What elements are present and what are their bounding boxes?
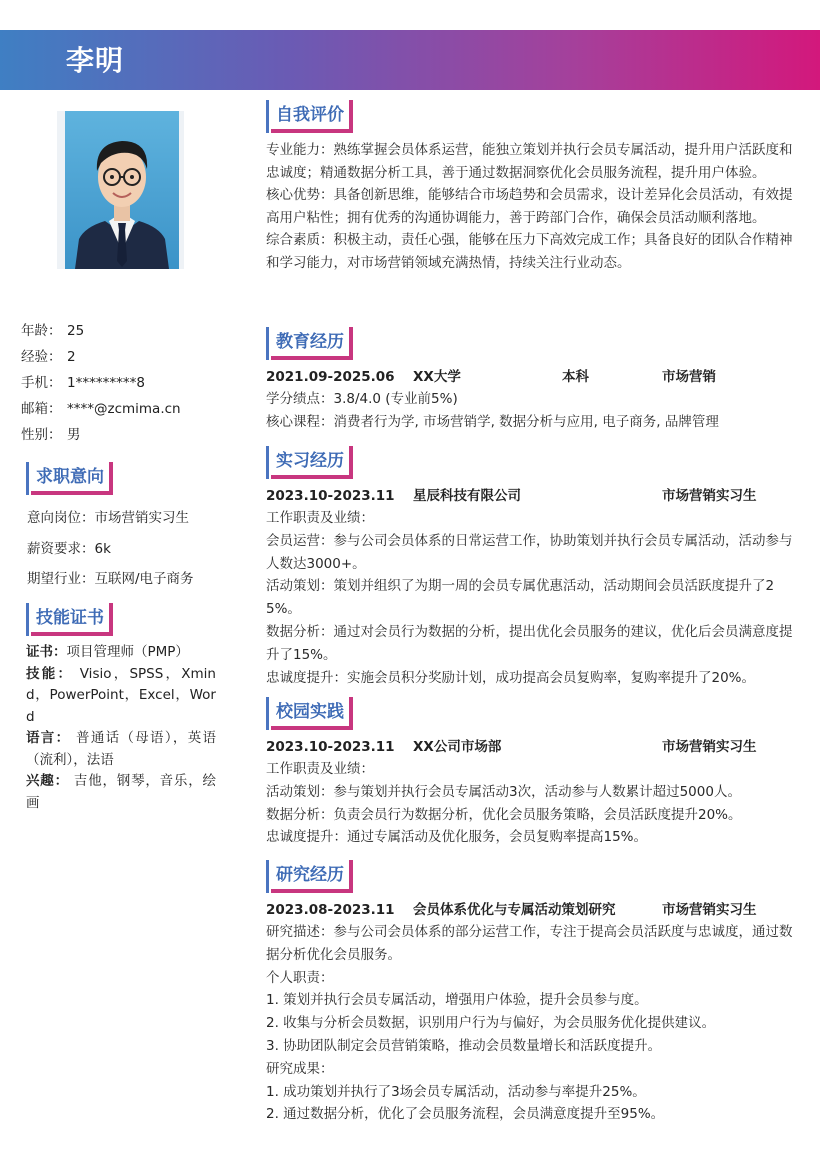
info-age: 年龄： 25: [21, 323, 85, 339]
list-item: 工作职责及业绩：: [266, 761, 374, 777]
portrait-image: [65, 111, 179, 269]
self-quality: 综合素质：积极主动，责任心强，能够在压力下高效完成工作；具备良好的团队合作精神和学习能力，对市场营销领域充满热情，持续关注行业动态。: [266, 232, 793, 271]
skills-list: [26, 642, 216, 814]
edu-date: 2021.09-2025.06: [266, 369, 395, 385]
list-item: 活动策划：参与策划并执行会员专属活动3次，活动参与人数累计超过5000人。: [266, 783, 741, 800]
intent-industry: 期望行业：互联网/电子商务: [27, 571, 194, 587]
heading-bar: [26, 462, 29, 495]
heading-bar: [266, 327, 269, 360]
intent-position: 意向岗位：市场营销实习生: [27, 510, 189, 526]
heading-bar: [266, 860, 269, 893]
profile-photo: [57, 111, 184, 269]
edu-school: XX大学: [413, 369, 461, 385]
list-item: 数据分析：负责会员行为数据分析，优化会员服务策略，会员活跃度提升20%。: [266, 806, 742, 823]
heading-bar: [26, 603, 29, 636]
heading-bar: [266, 446, 269, 479]
list-item: 研究成果：: [266, 1060, 334, 1077]
basic-info: [21, 318, 221, 448]
header-banner: [0, 30, 820, 90]
info-experience: 经验： 2: [21, 349, 76, 365]
list-item: 3. 协助团队制定会员营销策略，推动会员数量增长和活跃度提升。: [266, 1037, 662, 1054]
intern-company: 星辰科技有限公司: [413, 488, 521, 504]
skill-hobbies: 兴趣： 吉他，钢琴，音乐，绘画: [26, 773, 216, 811]
job-intent: [27, 505, 227, 597]
research: [266, 899, 796, 1126]
list-item: 工作职责及业绩：: [266, 510, 374, 526]
intern-date: 2023.10-2023.11: [266, 488, 395, 504]
edu-major: 市场营销: [662, 369, 716, 385]
campus-entry: [266, 736, 796, 758]
edu-courses: 核心课程：消费者行为学, 市场营销学, 数据分析与应用, 电子商务, 品牌管理: [266, 413, 719, 430]
list-item: 数据分析：通过对会员行为数据的分析，提出优化会员服务的建议，优化后会员满意度提升了15%。: [266, 623, 793, 663]
self-strength: 核心优势：具备创新思维，能够结合市场趋势和会员需求，设计差异化会员活动，有效提高用户粘性；拥有优秀的沟通协调能力，善于跨部门合作，确保会员活动顺利落地。: [266, 187, 793, 226]
edu-degree: 本科: [562, 369, 589, 385]
research-date: 2023.08-2023.11: [266, 902, 395, 918]
list-item: 2. 收集与分析会员数据，识别用户行为与偏好，为会员服务优化提供建议。: [266, 1015, 716, 1032]
heading-bar: [266, 697, 269, 730]
info-gender: 性别： 男: [21, 427, 81, 443]
list-item: 1. 成功策划并执行了3场会员专属活动，活动参与率提升25%。: [266, 1083, 646, 1100]
list-item: 研究描述：参与公司会员体系的部分运营工作，专注于提高会员活跃度与忠诚度，通过数据分析优化会员服务。: [266, 924, 793, 963]
list-item: 个人职责：: [266, 969, 334, 986]
internship: [266, 485, 796, 689]
heading-bar: [266, 100, 269, 133]
research-topic: 会员体系优化与专属活动策划研究: [413, 902, 616, 918]
education: [266, 366, 796, 434]
research-role: 市场营销实习生: [662, 902, 757, 918]
self-professional: 专业能力：熟练掌握会员体系运营，能独立策划并执行会员专属活动，提升用户活跃度和忠诚度；精通数据分析工具，善于通过数据洞察优化会员服务流程，提升用户体验。: [266, 142, 793, 181]
list-item: 2. 通过数据分析，优化了会员服务流程，会员满意度提升至95%。: [266, 1106, 665, 1123]
self-evaluation: [266, 139, 796, 274]
intern-role: 市场营销实习生: [662, 488, 757, 504]
list-item: 活动策划：策划并组织了为期一周的会员专属优惠活动，活动期间会员活跃度提升了25%。: [266, 578, 775, 618]
edu-gpa: 学分绩点：3.8/4.0 (专业前5%): [266, 391, 458, 407]
list-item: 忠诚度提升：通过专属活动及优化服务，会员复购率提高15%。: [266, 829, 648, 846]
skill-tools: 技能： Visio，SPSS，Xmind，PowerPoint，Excel，Word: [26, 665, 216, 725]
campus-date: 2023.10-2023.11: [266, 739, 395, 755]
list-item: 会员运营：参与公司会员体系的日常运营工作，协助策划并执行会员专属活动，活动参与人数达3000+。: [266, 532, 793, 572]
intent-salary: 薪资要求：6k: [27, 540, 111, 557]
list-item: 忠诚度提升：实施会员积分奖励计划，成功提高会员复购率，复购率提升了20%。: [266, 669, 756, 686]
list-item: 1. 策划并执行会员专属活动，增强用户体验，提升会员参与度。: [266, 992, 648, 1009]
research-entry: [266, 899, 796, 921]
resume-page: 李明 年龄： 25 经验： 2 手机： 1*********8 邮箱： ****@zcmima.cn 性别： 男 求职意向 意向岗位：市场营销实习生 薪资要求：6k 期望行业：互联网/电子商务 技能证书 证书：项目管理师（PMP） 技能： Visio，SPSS，Xmind，PowerPoint，Excel，Word 语言： 普通话（母语），英语（流利），法语 兴趣： 吉他，钢琴，音乐，绘画 自我评价 专业能力：熟练掌握会员体系运营，能独立策划并执行会员专属活动，提升用户活跃度和忠诚度；精通数据分析工具，善于通过数据洞察优化会员服务流程，提升用户体验。 核心优势：具备创新思维，能够结合市场趋势和会员需求，设计差异化会员活动，有效提高用户粘性；拥有优秀的沟通协调能力，善于跨部门合作，确保会员活动顺利落地。 综合素质：积极主动，责任心强，能够在压力下高效完成工作；具备良好的团队合作精神和学习能力，对市场营销领域充满热情，持续关注行业动态。 教育经历 2021.09-2025.06 XX大学 本科 市场营销 学分绩点：3.8/4.0 (专业前5%) 核心课程：消费者行为学, 市场营销学, 数据分析与应用, 电子商务, 品牌管理 实习经历 2023.10-2023.11 星辰科技有限公司 市场营销实习生 工作职责及业绩： 会员运营：参与公司会员体系的日常运营工作，协助策划并执行会员专属活动，活动参与人数达3000+。 活动策划：策划并组织了为期一周的会员专属优惠活动，活动期间会员活跃度提升了25%。 数据分析：通过对会员行为数据的分析，提出优化会员服务的建议，优化后会员满意度提升了15%。 忠诚度提升：实施会员积分奖励计划，成功提高会员复购率，复购率提升了20%。 校园实践 2023.10-2023.11 XX公司市场部 市场营销实习生 工作职责及业绩： 活动策划：参与策划并执行会员专属活动3次，活动参与人数累计超过5000人。 数据分析：负责会员行为数据分析，优化会员服务策略，会员活跃度提升20%。 忠诚度提升：通过专属活动及优化服务，会员复购率提高15%。 研究经历 2023.08-2023.11 会员体系优化与专属活动策划研究 市场营销实习生 研究描述：参与公司会员体系的部分运营工作，专注于提高会员活跃度与忠诚度，通过数据分析优化会员服务。 个人职责： 1. 策划并执行会员专属活动，增强用户体验，提升会员参与度。 2. 收集与分析会员数据，识别用户行为与偏好，为会员服务优化提供建议。 3. 协助团队制定会员营销策略，推动会员数量增长和活跃度提升。 研究成果： 1. 成功策划并执行了3场会员专属活动，活动参与率提升25%。 2. 通过数据分析，优化了会员服务流程，会员满意度提升至95%。: [0, 0, 820, 1160]
education-entry: [266, 366, 796, 388]
info-phone: 手机： 1*********8: [21, 375, 145, 391]
info-email: 邮箱： ****@zcmima.cn: [21, 401, 181, 417]
internship-entry: [266, 485, 796, 507]
campus-org: XX公司市场部: [413, 739, 502, 755]
campus-role: 市场营销实习生: [662, 739, 757, 755]
skill-certificate: 证书：项目管理师（PMP）: [26, 644, 189, 660]
candidate-name: 李明: [66, 44, 125, 77]
skill-languages: 语言： 普通话（母语），英语（流利），法语: [26, 730, 217, 768]
campus-practice: [266, 736, 796, 849]
